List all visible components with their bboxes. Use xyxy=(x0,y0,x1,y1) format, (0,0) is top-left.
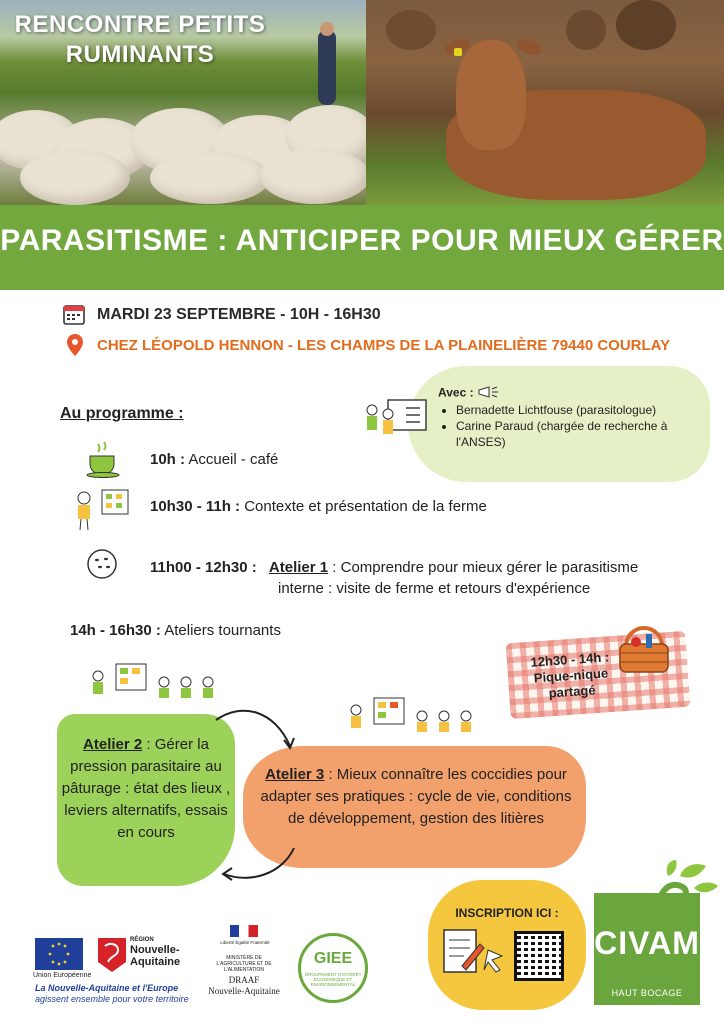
megaphone-icon xyxy=(477,385,503,402)
giee-subtitle: GROUPEMENT D'INTÉRÊT ÉCONOMIQUE ET ENVIRONNEMENTAL xyxy=(304,972,362,987)
event-location: CHEZ LÉOPOLD HENNON - LES CHAMPS DE LA PLAINELIÈRE 79440 COURLAY xyxy=(97,337,671,354)
leaf-swirl-icon xyxy=(650,858,720,923)
rotation-arrow-icon-2 xyxy=(218,844,298,889)
coffee-cup-icon xyxy=(84,440,124,483)
region-name: Nouvelle- Aquitaine xyxy=(130,944,181,968)
programme-title: Au programme : xyxy=(60,405,184,422)
qr-code[interactable] xyxy=(514,931,564,981)
region-label: RÉGION xyxy=(130,937,154,943)
civam-name: CIVAM xyxy=(594,925,700,961)
programme-item-3-cont: interne : visite de ferme et retours d'expérience xyxy=(278,580,591,597)
board-presenter-icon xyxy=(72,488,132,537)
programme-item-2: 10h30 - 11h : Contexte et présentation de la ferme xyxy=(150,498,487,515)
event-date: MARDI 23 SEPTEMBRE - 10H - 16H30 xyxy=(97,306,381,323)
eu-caption: Union Européenne xyxy=(33,972,92,979)
form-pen-icon xyxy=(440,926,506,983)
giee-logo xyxy=(298,933,368,1003)
programme-item-4: 14h - 16h30 : Ateliers tournants xyxy=(70,622,281,639)
speakers-title: Avec : xyxy=(438,385,503,402)
region-tagline: La Nouvelle-Aquitaine et l'Europe agissent ensemble pour votre territoire xyxy=(35,983,189,1004)
eu-flag-icon xyxy=(35,938,83,970)
civam-subtitle: HAUT BOCAGE xyxy=(611,988,683,998)
republique-flag-icon xyxy=(230,925,258,937)
speakers-list xyxy=(442,402,704,450)
picnic-basket-icon xyxy=(614,620,674,676)
speaker-item: • Bernadette Lichtfouse (parasitologue) xyxy=(456,402,704,418)
parasite-icon xyxy=(86,548,118,585)
republique-motto: Liberté Égalité Fraternité xyxy=(220,940,270,945)
atelier-3-text: Atelier 3 : Mieux connaître les coccidies pour adapter ses pratiques : cycle de vie, conditions de développement, gestion des litières xyxy=(260,766,572,827)
region-lion-icon xyxy=(96,936,128,979)
picnic-text: 12h30 - 14h : Pique-nique partagé xyxy=(530,649,610,701)
giee-name: GIEE xyxy=(313,950,353,967)
location-pin-icon xyxy=(66,333,84,362)
goat-photo xyxy=(366,0,724,205)
inscription-title[interactable]: INSCRIPTION ICI : xyxy=(455,906,559,920)
speaker-item: • Carine Paraud (chargée de recherche à l'ANSES) xyxy=(456,418,704,450)
group-presentation-icon xyxy=(88,662,218,707)
group-presentation-icon-2 xyxy=(346,696,476,741)
programme-item-3: 11h00 - 12h30 : Atelier 1 : Comprendre pour mieux gérer le parasitisme xyxy=(150,559,639,576)
main-title: PARASITISME : ANTICIPER POUR MIEUX GÉRER xyxy=(0,224,724,257)
presentation-icon xyxy=(360,396,430,453)
draaf-label: DRAAF Nouvelle-Aquitaine xyxy=(208,975,280,996)
programme-item-1: 10h : Accueil - café xyxy=(150,451,279,468)
calendar-icon xyxy=(62,302,86,331)
photo-title: RENCONTRE PETITS RUMINANTS xyxy=(14,11,266,68)
atelier-2-text: Atelier 2 : Gérer la pression parasitaire au pâturage : état des lieux , leviers alternatifs, essais en cours xyxy=(61,736,231,841)
ministere-label: MINISTÈRE DE L'AGRICULTURE ET DE L'ALIMENTATION xyxy=(216,955,272,973)
rotation-arrow-icon xyxy=(212,706,296,761)
